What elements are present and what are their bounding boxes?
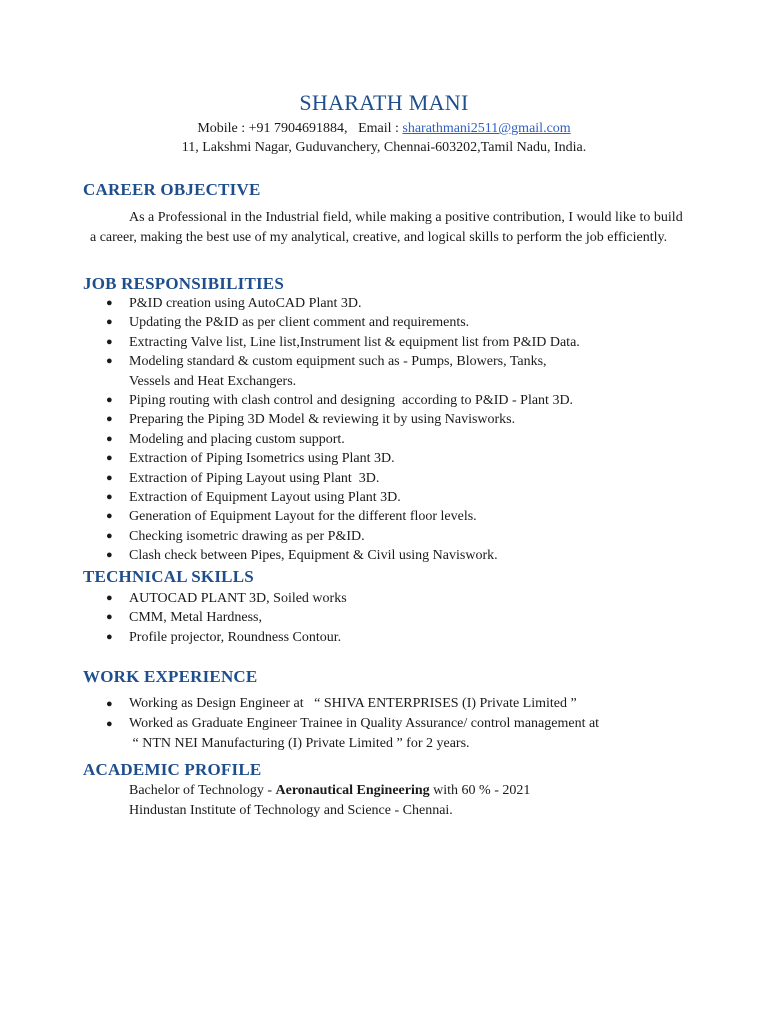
bullet-icon: ●: [106, 549, 113, 562]
bullet-icon: ●: [106, 432, 113, 445]
list-item: ● Profile projector, Roundness Contour.: [0, 628, 700, 647]
bullet-icon: ●: [106, 394, 113, 407]
list-item: ● AUTOCAD PLANT 3D, Soiled works: [0, 589, 700, 608]
list-item: ● CMM, Metal Hardness,: [0, 608, 700, 627]
list-item-continuation: Vessels and Heat Exchangers.: [129, 373, 297, 389]
bullet-icon: ●: [106, 698, 113, 710]
bullet-icon: ●: [106, 611, 113, 624]
list-item: ● Extraction of Piping Layout using Plant 3D.: [0, 469, 700, 488]
bullet-icon: ●: [106, 510, 113, 523]
contact-line: [0, 119, 768, 138]
list-item: ● Modeling and placing custom support.: [0, 430, 700, 449]
bullet-icon: ●: [106, 491, 113, 504]
list-item: ● Checking isometric drawing as per P&ID.: [0, 527, 700, 546]
job-responsibilities-heading: JOB RESPONSIBILITIES: [83, 274, 284, 293]
technical-skills-heading: TECHNICAL SKILLS: [83, 567, 254, 586]
list-item: ● Extraction of Piping Isometrics using Plant 3D.: [0, 449, 700, 468]
address-line: 11, Lakshmi Nagar, Guduvanchery, Chennai-603202,Tamil Nadu, India.: [181, 140, 587, 155]
bullet-icon: ●: [106, 630, 113, 643]
career-objective-text: As a Professional in the Industrial field, while making a positive contribution, I would like to build a career, making the best use of my analytical, creative, and logical skills to perform the job efficiently.: [90, 210, 683, 245]
list-item-continuation: “ NTN NEI Manufacturing (I) Private Limited ” for 2 years.: [129, 736, 470, 751]
bullet-icon: ●: [106, 355, 113, 368]
degree-line: Bachelor of Technology - Aeronautical Engineering with 60 % - 2021: [129, 783, 531, 798]
work-experience-list: [0, 694, 700, 754]
bullet-icon: ●: [106, 297, 113, 309]
institution-line: Hindustan Institute of Technology and Science - Chennai.: [129, 803, 453, 818]
bullet-icon: ●: [106, 718, 113, 730]
list-item: ● Generation of Equipment Layout for the different floor levels.: [0, 507, 700, 526]
academic-profile-heading: ACADEMIC PROFILE: [83, 760, 262, 779]
list-item: ● Extracting Valve list, Line list,Instrument list & equipment list from P&ID Data.: [0, 333, 700, 352]
list-item: ● P&ID creation using AutoCAD Plant 3D.: [0, 294, 700, 313]
list-item: ● Working as Design Engineer at “ SHIVA ENTERPRISES (I) Private Limited ”: [0, 694, 700, 714]
bullet-icon: ●: [106, 529, 113, 542]
mobile-number: +91 7904691884,: [248, 121, 348, 136]
bullet-icon: ●: [106, 413, 113, 426]
career-objective-heading: CAREER OBJECTIVE: [83, 180, 261, 199]
degree-field: Aeronautical Engineering: [275, 783, 430, 798]
bullet-icon: ●: [106, 316, 113, 329]
bullet-icon: ●: [106, 471, 113, 484]
bullet-icon: ●: [106, 452, 113, 465]
list-item: ● Piping routing with clash control and designing according to P&ID - Plant 3D.: [0, 391, 700, 410]
email-label: Email :: [358, 121, 403, 136]
list-item: ● Clash check between Pipes, Equipment & Civil using Naviswork.: [0, 546, 700, 565]
work-experience-heading: WORK EXPERIENCE: [83, 667, 258, 686]
list-item: ● Preparing the Piping 3D Model & reviewing it by using Navisworks.: [0, 410, 700, 429]
bullet-icon: ●: [106, 592, 113, 604]
candidate-name: SHARATH MANI: [299, 90, 469, 115]
email-link[interactable]: sharathmani2511@gmail.com: [402, 121, 571, 136]
mobile-label: Mobile :: [197, 121, 249, 136]
list-item: ● Worked as Graduate Engineer Trainee in Quality Assurance/ control management at: [0, 714, 700, 734]
technical-skills-list: [0, 589, 700, 647]
bullet-icon: ●: [106, 335, 113, 348]
list-item: ● Updating the P&ID as per client comment and requirements.: [0, 313, 700, 332]
list-item: ● Extraction of Equipment Layout using Plant 3D.: [0, 488, 700, 507]
list-item: ● Modeling standard & custom equipment such as - Pumps, Blowers, Tanks,: [0, 352, 700, 371]
job-responsibilities-list: [0, 294, 700, 566]
